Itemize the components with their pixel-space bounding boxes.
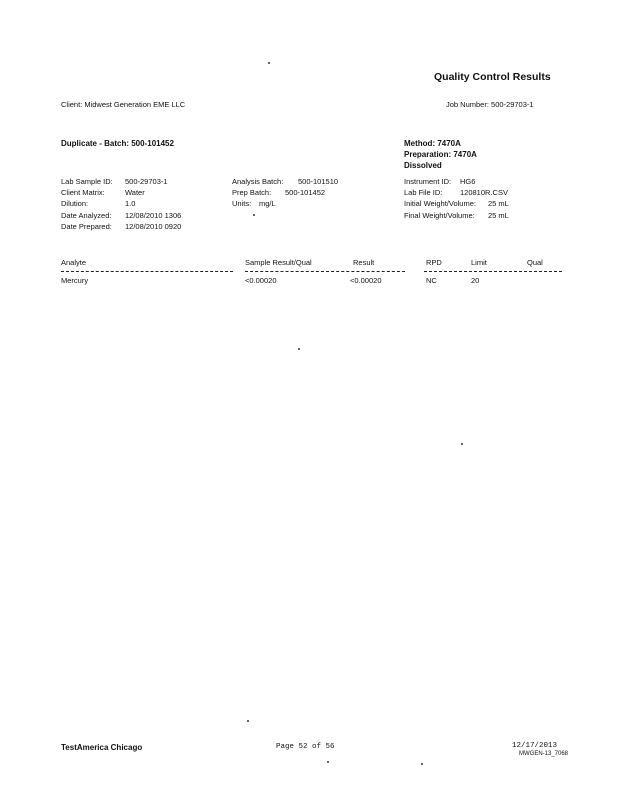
detail-value: 1.0 [125, 199, 136, 208]
detail-value: 500-101452 [285, 188, 326, 197]
col-header-limit: Limit [471, 258, 487, 267]
detail-value: 12/08/2010 1306 [125, 211, 182, 220]
job-number: Job Number: 500-29703-1 [446, 100, 534, 109]
col-header-rpd: RPD [426, 258, 442, 267]
col-header-result: Result [353, 258, 375, 267]
detail-label: Date Analyzed: [61, 211, 112, 220]
detail-value: 500-29703-1 [125, 177, 168, 186]
col-header-qual: Qual [527, 258, 543, 267]
detail-label: Date Prepared: [61, 222, 112, 231]
scan-speck [247, 720, 249, 722]
cell-result: <0.00020 [350, 276, 382, 285]
col-header-sample-result: Sample Result/Qual [245, 258, 312, 267]
detail-value: HG6 [460, 177, 476, 186]
detail-value: 12/08/2010 0920 [125, 222, 182, 231]
detail-label: Lab File ID: [404, 188, 443, 197]
detail-label: Instrument ID: [404, 177, 452, 186]
batch-heading: Duplicate - Batch: 500-101452 [61, 139, 174, 148]
scan-speck [298, 348, 300, 350]
detail-value: mg/L [259, 199, 276, 208]
scan-speck [461, 443, 463, 445]
method: Method: 7470A [404, 139, 461, 148]
footer-lab: TestAmerica Chicago [61, 743, 143, 752]
detail-value: Water [125, 188, 145, 197]
preparation: Preparation: 7470A [404, 150, 477, 159]
header-rule [424, 271, 562, 272]
scan-speck [253, 214, 255, 216]
header-rule [245, 271, 405, 272]
detail-label: Prep Batch: [232, 188, 272, 197]
prep-type: Dissolved [404, 161, 442, 170]
page-title: Quality Control Results [434, 71, 551, 83]
detail-label: Units: [232, 199, 252, 208]
detail-value: 25 mL [488, 211, 509, 220]
client-line: Client: Midwest Generation EME LLC [61, 100, 186, 109]
detail-label: Final Weight/Volume: [404, 211, 475, 220]
cell-limit: 20 [471, 276, 480, 285]
cell-rpd: NC [426, 276, 437, 285]
footer-stamp: MWGEN-13_7068 [519, 751, 569, 757]
detail-value: 120810R.CSV [460, 188, 508, 197]
detail-label: Dilution: [61, 199, 89, 208]
footer-page: Page 52 of 56 [276, 743, 335, 751]
detail-label: Analysis Batch: [232, 177, 284, 186]
col-header-analyte: Analyte [61, 258, 87, 267]
scan-speck [327, 761, 329, 763]
detail-label: Lab Sample ID: [61, 177, 113, 186]
detail-label: Client Matrix: [61, 188, 105, 197]
detail-value: 25 mL [488, 199, 509, 208]
footer-date: 12/17/2013 [512, 742, 558, 750]
cell-sample-result: <0.00020 [245, 276, 277, 285]
detail-label: Initial Weight/Volume: [404, 199, 476, 208]
cell-analyte: Mercury [61, 276, 89, 285]
detail-value: 500-101510 [298, 177, 339, 186]
scan-speck [268, 62, 270, 64]
scan-speck [421, 763, 423, 765]
header-rule [61, 271, 233, 272]
